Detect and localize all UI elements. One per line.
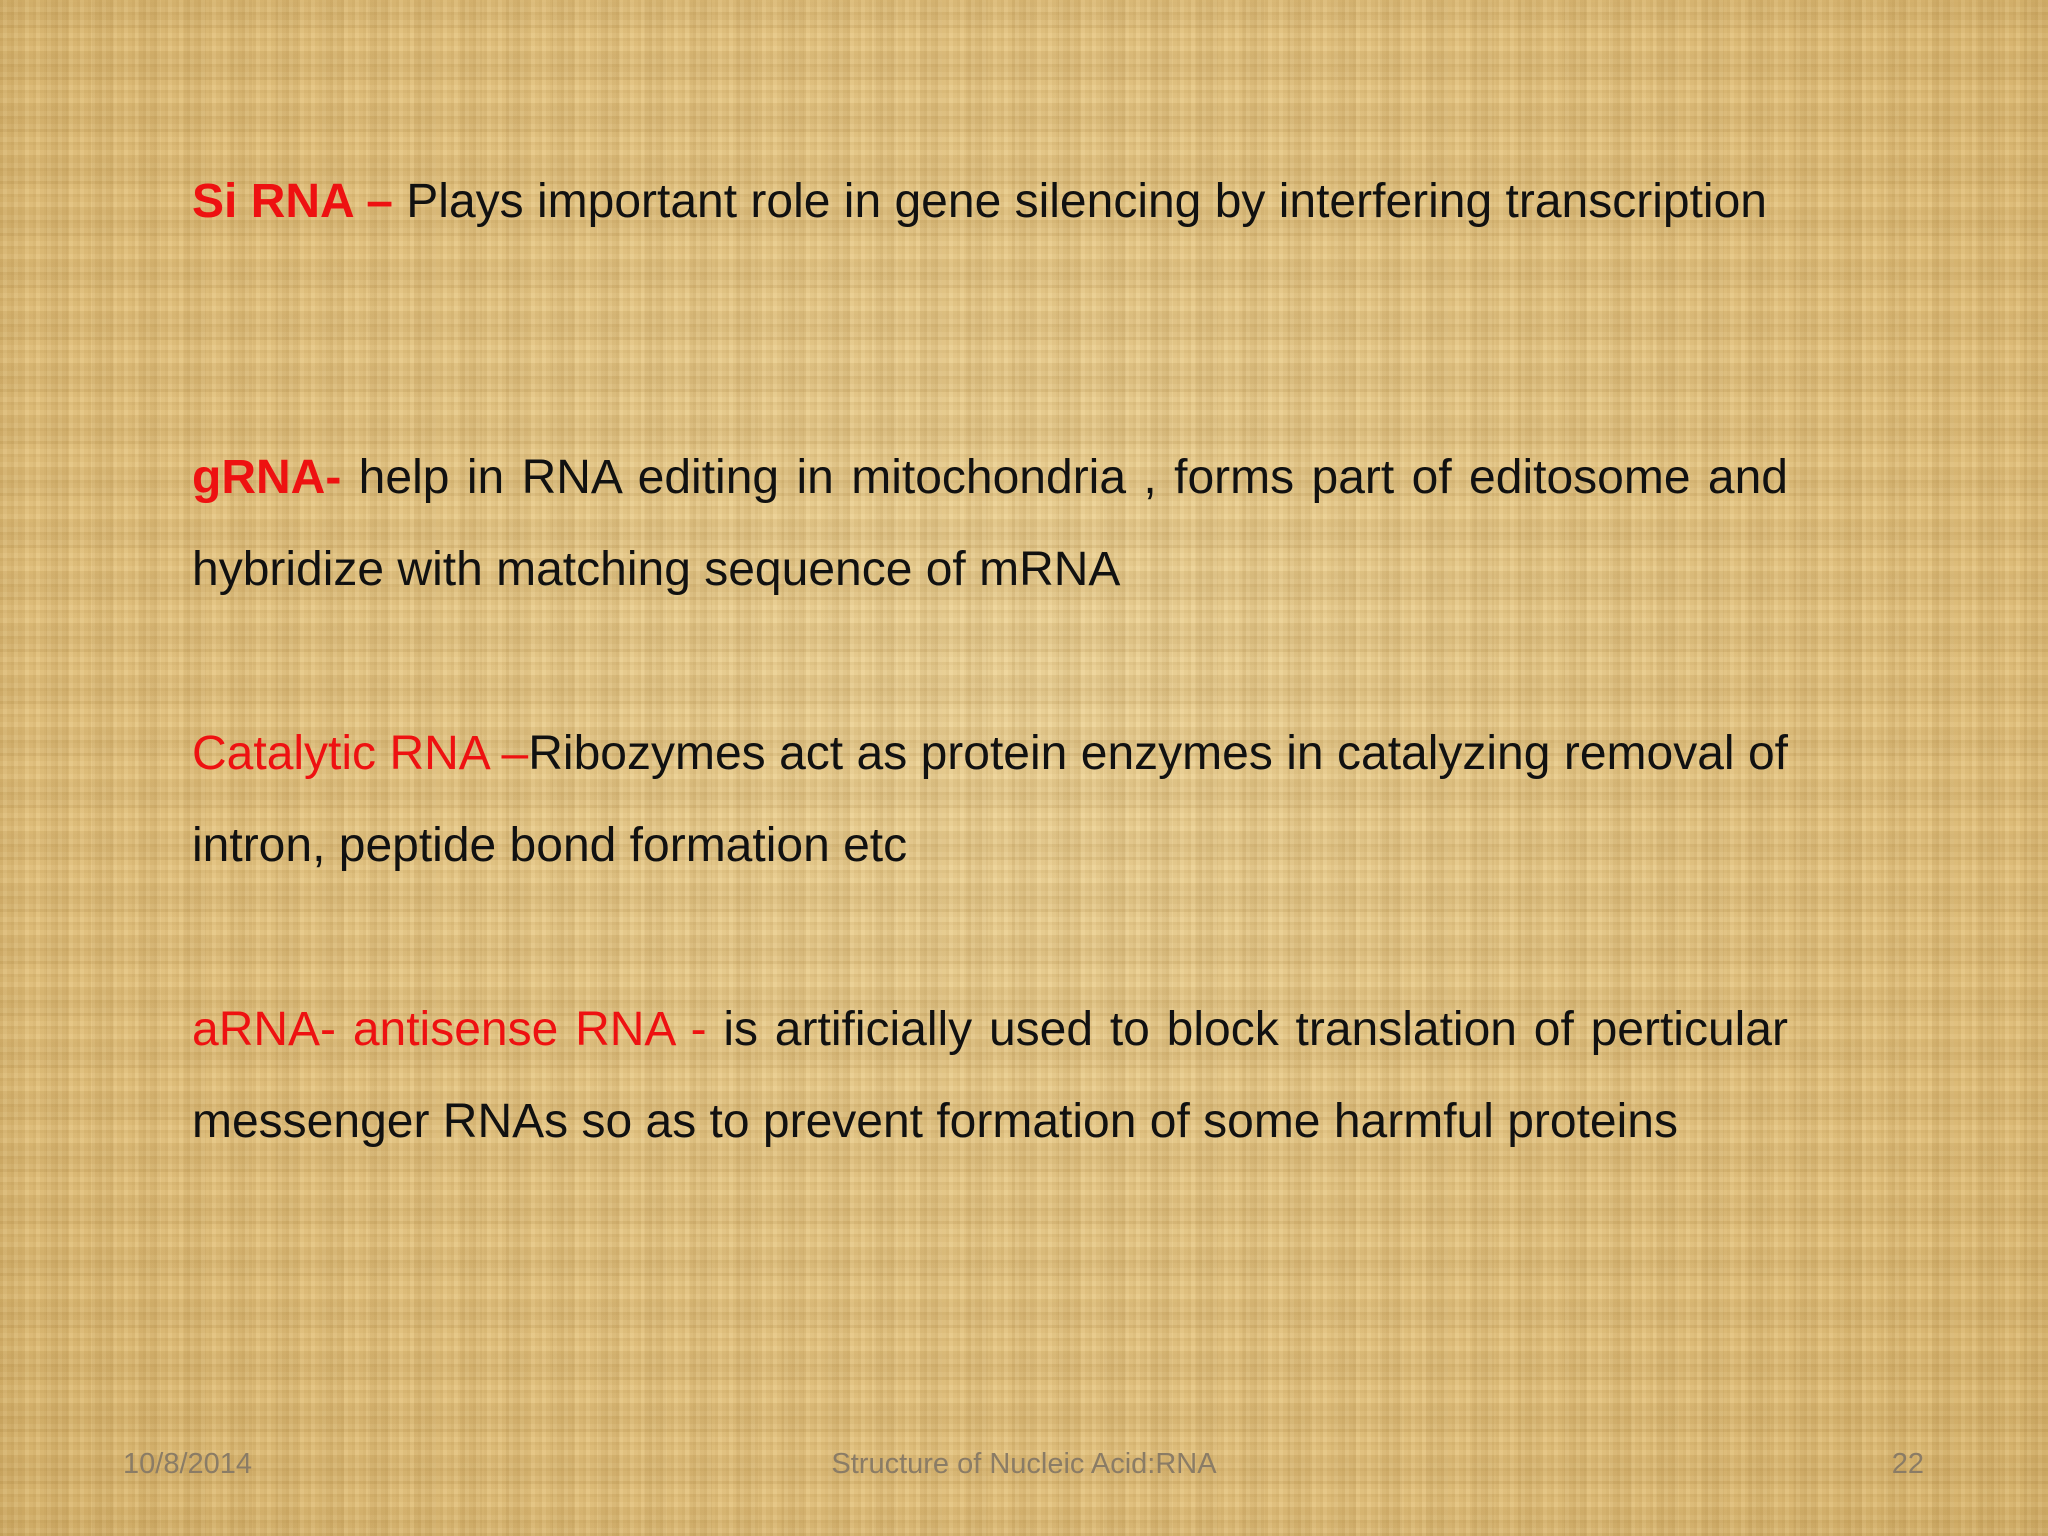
term-arna: aRNA- antisense RNA - [192, 1003, 724, 1056]
footer-page-number: 22 [1891, 1448, 1924, 1480]
term-grna: gRNA- [192, 451, 342, 504]
slide-body [192, 156, 1788, 1168]
footer-date: 10/8/2014 [123, 1448, 253, 1480]
term-catalytic-rna: Catalytic RNA – [192, 727, 529, 780]
description-grna: help in RNA editing in mitochondria , forms part of editosome and hybridize with matching sequence of mRNA [192, 451, 1788, 596]
definition-grna [192, 432, 1788, 616]
description-sirna: Plays important role in gene silencing by interfering transcription [392, 175, 1767, 228]
definition-arna [192, 984, 1788, 1168]
definition-sirna [192, 156, 1788, 248]
term-sirna: Si RNA – [192, 175, 393, 228]
definition-catalytic-rna [192, 708, 1788, 892]
description-arna: is artificially used to block translation of perticular messenger RNAs so as to prevent formation of some harmful proteins [192, 1003, 1788, 1148]
footer-title: Structure of Nucleic Acid:RNA [831, 1448, 1217, 1480]
description-catalytic-rna: Ribozymes act as protein enzymes in catalyzing removal of intron, peptide bond formation etc [192, 727, 1789, 872]
